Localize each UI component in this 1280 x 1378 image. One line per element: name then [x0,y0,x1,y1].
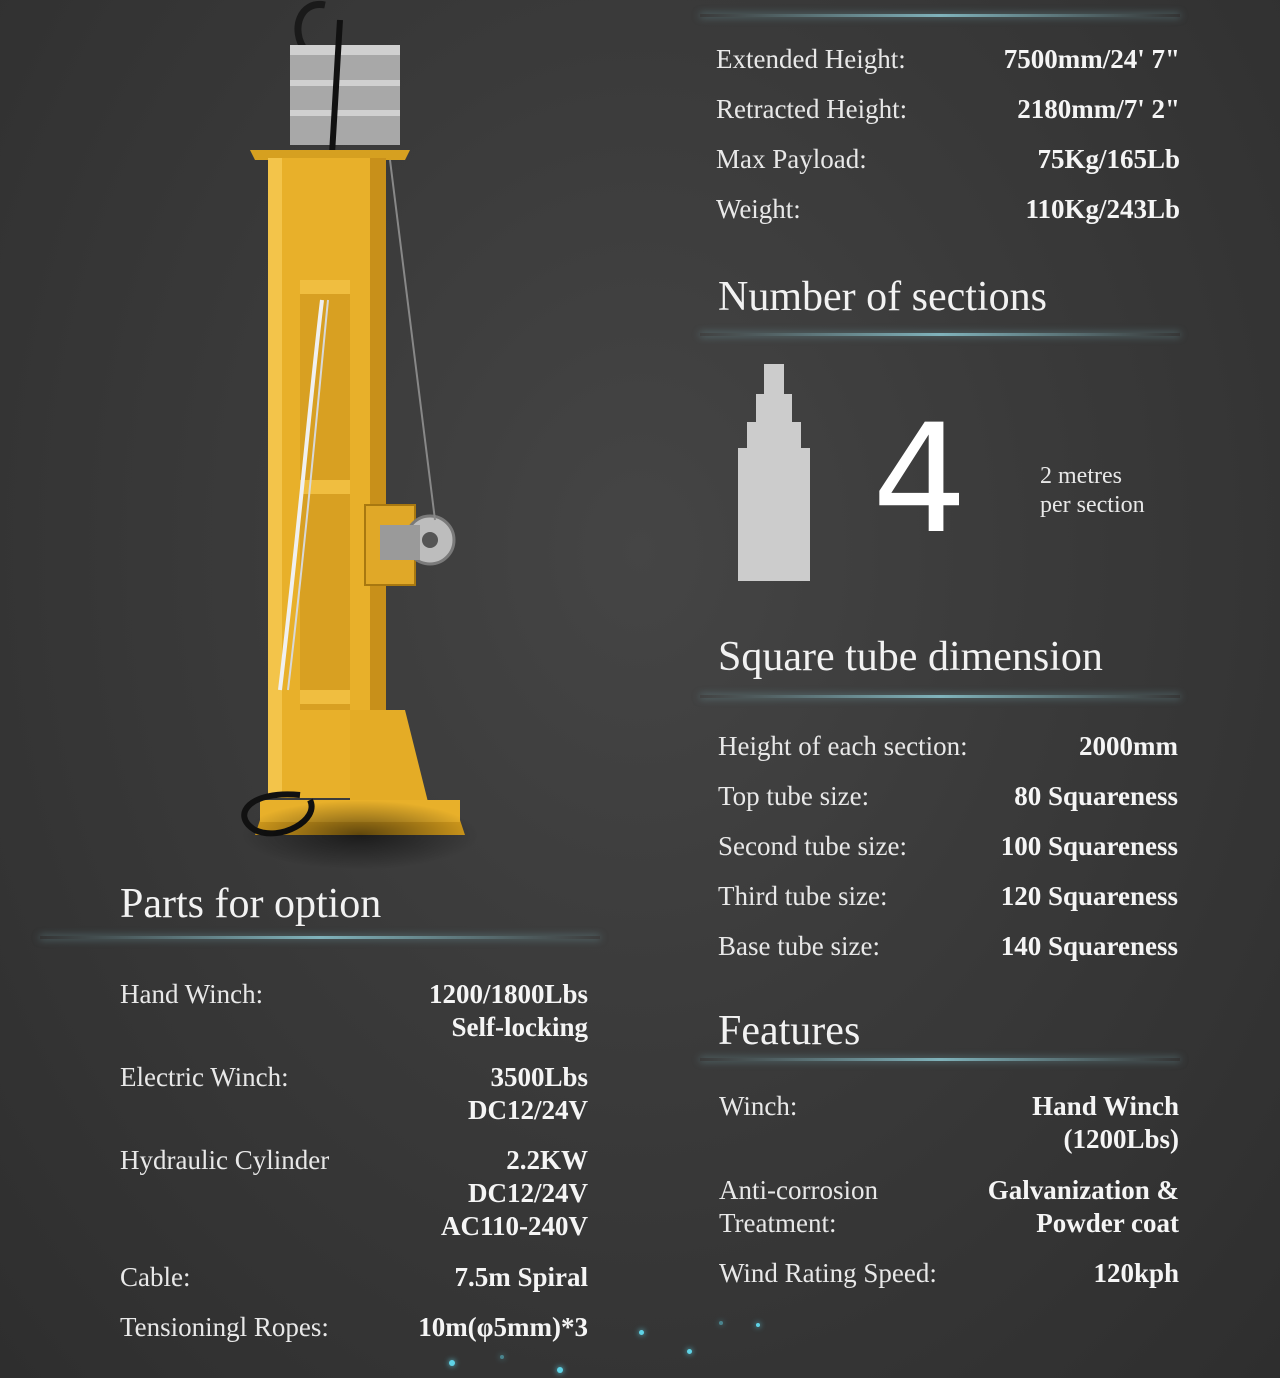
features-divider [700,1058,1180,1061]
feature-row [719,1090,1179,1156]
parts-title: Parts for option [120,881,382,927]
tube-row [718,830,1178,863]
sections-title: Number of sections [718,274,1047,320]
part-label: Hydraulic Cylinder [120,1145,330,1175]
part-value: 10m(φ5mm)*3 [418,1312,588,1342]
spec-value: 110Kg/243Lb [1025,194,1180,224]
glow-dot [557,1367,563,1373]
tube-label: Top tube size: [718,781,870,811]
part-row [120,1311,588,1344]
glow-dot [687,1349,692,1354]
feature-row [719,1257,1179,1290]
feature-label: Anti-corrosion Treatment: [719,1175,878,1238]
part-value: 1200/1800Lbs Self-locking [428,979,588,1042]
tube-row [718,780,1178,813]
tube-value: 100 Squareness [1000,831,1178,861]
mast-product-image [230,0,480,880]
feature-label: Winch: [719,1091,798,1121]
feature-value: Galvanization & Powder coat [987,1175,1179,1238]
spec-row [716,143,1180,176]
tube-row [718,930,1178,963]
part-label: Tensioningl Ropes: [120,1312,329,1342]
spec-value: 75Kg/165Lb [1037,144,1180,174]
tube-value: 2000mm [1079,731,1178,761]
part-value: 2.2KW DC12/24V AC110-240V [441,1145,588,1241]
features-title: Features [718,1008,861,1054]
part-label: Electric Winch: [120,1062,289,1092]
part-row [120,1144,588,1243]
spec-value: 2180mm/7' 2" [1017,94,1180,124]
part-row [120,1261,588,1294]
spec-label: Retracted Height: [716,94,908,124]
feature-value: Hand Winch (1200Lbs) [1032,1091,1179,1154]
tube-row [718,730,1178,763]
parts-divider [40,936,600,939]
glow-dot [449,1360,455,1366]
spec-label: Extended Height: [716,44,906,74]
feature-label: Wind Rating Speed: [719,1258,937,1288]
per-section-note: 2 metres per section [1040,463,1145,518]
glow-dot [639,1330,644,1335]
tube-value: 140 Squareness [1000,931,1178,961]
tube-divider [700,695,1180,698]
sections-divider [700,333,1180,336]
spec-value: 7500mm/24' 7" [1003,44,1180,74]
tube-title: Square tube dimension [718,634,1103,680]
sections-count: 4 [872,393,968,567]
spec-label: Max Payload: [716,144,867,174]
tube-label: Base tube size: [718,931,880,961]
mast-shadow [240,800,480,870]
spec-row [716,43,1180,76]
glow-dot [756,1323,760,1327]
tube-value: 80 Squareness [1014,781,1178,811]
part-value: 3500Lbs DC12/24V [468,1062,588,1125]
glow-dot [500,1355,504,1359]
part-row [120,978,588,1044]
part-row [120,1061,588,1127]
feature-row [719,1174,1179,1240]
tube-label: Height of each section: [718,731,968,761]
mast-illustration [230,0,480,880]
part-value: 7.5m Spiral [454,1262,588,1292]
tube-value: 120 Squareness [1000,881,1178,911]
feature-value: 120kph [1093,1258,1179,1288]
tube-row [718,880,1178,913]
part-label: Hand Winch: [120,979,264,1009]
glow-dot [719,1321,723,1325]
spec-label: Weight: [716,194,801,224]
top-divider [700,14,1180,17]
spec-row [716,93,1180,126]
tube-label: Third tube size: [718,881,888,911]
spec-row [716,193,1180,226]
sections-silhouette-icon [738,364,810,581]
tube-label: Second tube size: [718,831,907,861]
part-label: Cable: [120,1262,191,1292]
